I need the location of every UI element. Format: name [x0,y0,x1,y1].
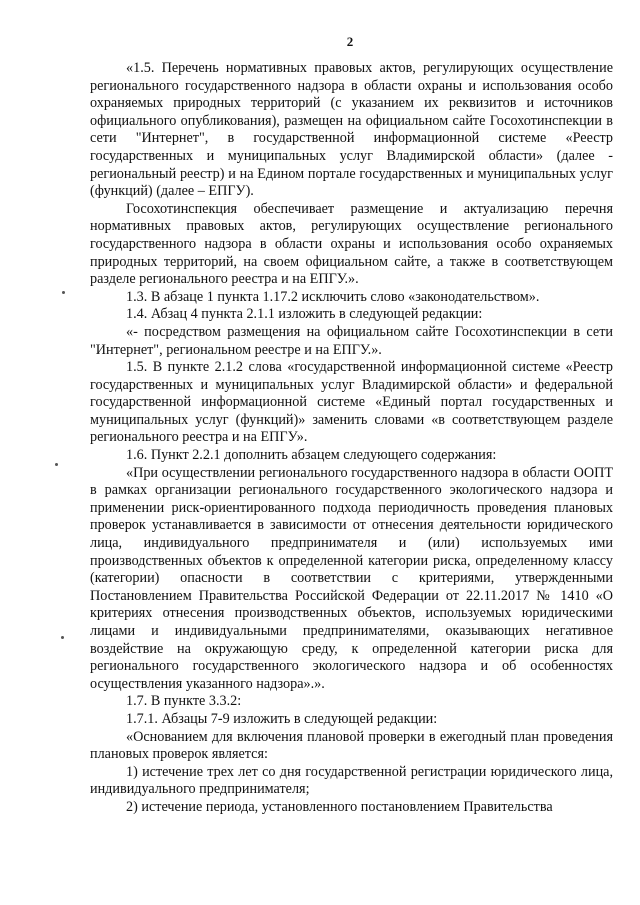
margin-mark [55,463,58,466]
paragraph: «1.5. Перечень нормативных правовых актов, регулирующих осуществление регионального государственного надзора в области охраны и использования особо охраняемых природных территорий (с указанием их реквизитов и источников официального опубликования), размещен на официальном сайте Госохотинспекции в сети "Интернет", в государственной информационной системе «Реестр государственных и муниципальных услуг Владимирской области» (далее - региональный реестр) и на Едином портале государственных и муниципальных услуг (функций) (далее – ЕПГУ). [90,60,613,200]
paragraph: 1) истечение трех лет со дня государственной регистрации юридического лица, индивидуального предпринимателя; [90,763,613,798]
margin-mark [62,291,65,294]
paragraph: Госохотинспекция обеспечивает размещение и актуализацию перечня нормативных правовых актов, регулирующих осуществление регионального государственного надзора в области охраны и использования особо охраняемых природных территорий, на своем официальном сайте, а также в соответствующем разделе регионального реестра и на ЕПГУ.». [90,200,613,288]
paragraph: «При осуществлении регионального государственного надзора в области ООПТ в рамках организации регионального государственного экологического надзора и применении риск-ориентированного подхода периодичность проведения плановых проверок устанавливается в зависимости от отнесения деятельности юридического лица, индивидуального предпринимателя и (или) используемых ими производственных объектов к определенной категории риска, определенному классу (категории) опасности в соответствии с критериями, утвержденными Постановлением Правительства Российской Федерации от 22.11.2017 № 1410 «О критериях отнесения производственных объектов, используемых юридическими лицами и индивидуальными предпринимателями, оказывающих негативное воздействие на окружающую среду, к определенной категории риска для регионального государственного экологического надзора и об особенностях осуществления указанного надзора».». [90,464,613,692]
paragraph: «Основанием для включения плановой проверки в ежегодный план проведения плановых проверок является: [90,728,613,763]
document-body [90,60,613,817]
paragraph: 1.3. В абзаце 1 пункта 1.17.2 исключить слово «законодательством». [126,288,540,305]
paragraph: 1.7. В пункте 3.3.2: [126,693,242,710]
page-number: 2 [346,34,354,49]
paragraph: 2) истечение периода, установленного постановлением Правительства [126,798,553,815]
paragraph: «- посредством размещения на официальном сайте Госохотинспекции в сети "Интернет", региональном реестре и на ЕПГУ.». [90,323,613,358]
paragraph: 1.5. В пункте 2.1.2 слова «государственной информационной системе «Реестр государственных и муниципальных услуг Владимирской области» и федеральной государственной информационной системе «Единый портал государственных и муниципальных услуг (функций)» заменить словами «в соответствующем разделе регионального реестра и на ЕПГУ». [90,359,613,446]
paragraph: 1.7.1. Абзацы 7-9 изложить в следующей редакции: [126,710,438,727]
paragraph: 1.6. Пункт 2.2.1 дополнить абзацем следующего содержания: [126,447,497,464]
margin-mark [61,636,64,639]
paragraph: 1.4. Абзац 4 пункта 2.1.1 изложить в следующей редакции: [126,306,483,323]
